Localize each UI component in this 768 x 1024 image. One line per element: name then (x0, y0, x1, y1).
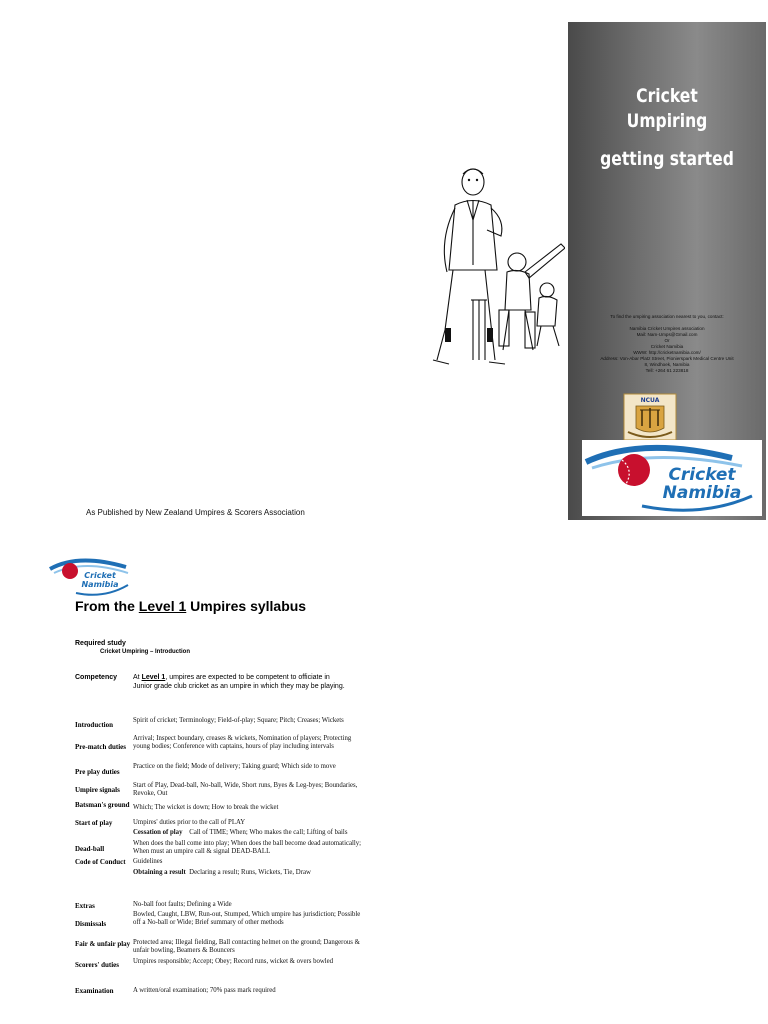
logo-text-line1: Cricket (668, 465, 736, 485)
row-body: Call of TIME; When; Who makes the call; Lifting of bails (189, 829, 348, 836)
row-label: Start of play (75, 819, 113, 827)
row-text: Bowled, Caught, LBW, Run-out, Stumped, Which umpire has jurisdiction; Possible off a No-ball or Wide; Brief summary of other methods (133, 911, 361, 926)
row-label: Introduction (75, 721, 113, 729)
row-text: Guidelines (133, 858, 163, 865)
row-body: Declaring a result; Runs, Wickets, Tie, Draw (189, 869, 311, 876)
cover-title-line2: Umpiring (626, 110, 708, 132)
row-text: Umpires' duties prior to the call of PLAY (133, 819, 246, 826)
row-text: No-ball foot faults; Defining a Wide (133, 901, 232, 908)
row-text: A written/oral examination; 70% pass mark required (133, 987, 276, 994)
cricket-namibia-logo (582, 440, 762, 516)
row-label: Batsman's ground (75, 801, 130, 809)
competency-prefix: At (133, 674, 142, 681)
heading-prefix: From the (75, 598, 139, 614)
contact-phone: Tell: +264 61 223818 (645, 368, 689, 373)
competency-label: Competency (75, 674, 118, 681)
competency-level: Level 1 (141, 674, 166, 681)
row-label: Dead-ball (75, 845, 105, 853)
contact-block (572, 314, 762, 374)
row-bold-label: Obtaining a result (133, 869, 186, 876)
contact-line: Cricket Namibia (650, 344, 684, 349)
logo-small-text-line2: Namibia (81, 580, 119, 589)
competency-body: , umpires are expected to be competent to officiate in Junior grade club cricket as an umpire in which they may be playing. (133, 674, 345, 690)
row-label: Pre play duties (75, 768, 120, 776)
ncua-logo (622, 392, 678, 442)
cover-subtitle: getting started (600, 148, 734, 170)
row-text (133, 829, 368, 837)
row-label: Extras (75, 902, 95, 910)
row-text: Spirit of cricket; Terminology; Field-of-play; Square; Pitch; Creases; Wickets (133, 717, 344, 724)
row-text: Start of Play, Dead-ball, No-ball, Wide, Short runs, Byes & Leg-byes; Boundaries, Revoke, Out (133, 782, 358, 797)
row-label: Examination (75, 987, 114, 995)
row-text: Practice on the field; Mode of delivery; Taking guard; Which side to move (133, 763, 336, 770)
contact-address: Address: Von-Abar Platz Street, Pionierspark Medical Centre Unit (600, 356, 734, 361)
row-label: Scorers' duties (75, 961, 120, 969)
row-text: Which; The wicket is down; How to break the wicket (133, 804, 279, 811)
logo-small-text-line1: Cricket (84, 571, 116, 580)
row-text: Arrival; Inspect boundary, creases & wickets, Nomination of players; Protecting young bodies; Conference with captains, hours of play including intervals (133, 735, 352, 750)
row-text (133, 869, 368, 877)
row-text: When does the ball come into play; When does the ball become dead automatically; When must an umpire call & signal DEAD-BALL (133, 840, 362, 855)
row-bold-label: Cessation of play (133, 829, 183, 836)
contact-line: To find the umpiring association nearest to you, contact: (610, 314, 724, 319)
row-text: Umpires responsible; Accept; Obey; Record runs, wicket & overs bowled (133, 958, 334, 965)
contact-line: Namibia Cricket Umpires association (629, 326, 705, 331)
row-label: Code of Conduct (75, 858, 126, 866)
contact-website[interactable]: WWW: http://cricketnamibia.com/ (633, 350, 701, 355)
row-label: Umpire signals (75, 786, 120, 794)
ncua-logo-text: NCUA (640, 397, 660, 404)
umpire-illustration (425, 160, 565, 380)
syllabus-heading (75, 598, 306, 614)
cricket-namibia-logo-small (48, 553, 130, 597)
published-by: As Published by New Zealand Umpires & Scorers Association (86, 508, 305, 517)
contact-email[interactable]: Mail: Nam-Umps@Gmail.com (636, 332, 698, 337)
row-label: Fair & unfair play (75, 940, 131, 948)
row-label: Dismissals (75, 920, 107, 928)
logo-text-line2: Namibia (662, 483, 742, 503)
heading-level: Level 1 (138, 598, 187, 614)
contact-line: Or (664, 338, 670, 343)
required-study-item: Cricket Umpiring – Introduction (100, 649, 191, 655)
row-label: Pre-match duties (75, 743, 126, 751)
competency-text (133, 674, 348, 691)
contact-address: 8, Windhoek, Namibia (644, 362, 690, 367)
required-study-label: Required study (75, 640, 126, 647)
cover-title-line1: Cricket (636, 85, 698, 107)
heading-suffix: Umpires syllabus (186, 598, 307, 614)
row-text: Protected area; Illegal fielding, Ball contacting helmet on the ground; Dangerous & unfair bowling, Beamers & Bouncers (133, 939, 360, 954)
